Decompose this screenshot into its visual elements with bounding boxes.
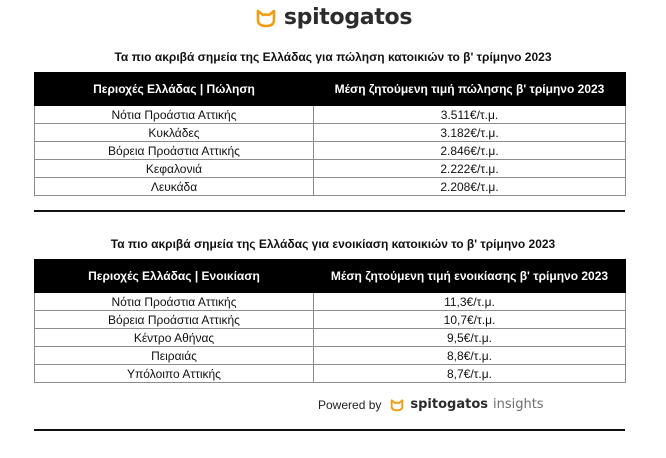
divider [34, 210, 625, 212]
price-cell: 2.208€/τ.μ. [314, 178, 626, 196]
powered-by-label: Powered by [318, 397, 382, 412]
region-cell: Βόρεια Προάστια Αττικής [35, 142, 314, 160]
table-row [35, 160, 626, 178]
table-row [35, 293, 626, 311]
region-cell: Λευκάδα [35, 178, 314, 196]
sale-table-title: Τα πιο ακριβά σημεία της Ελλάδας για πώληση κατοικιών το β' τρίμηνο 2023 [114, 50, 552, 64]
cat-icon [254, 8, 278, 28]
sale-table [34, 72, 626, 196]
price-cell: 10,7€/τ.μ. [314, 311, 626, 329]
logo-text: spitogatos [283, 5, 413, 30]
table-row [35, 124, 626, 142]
region-cell: Κεφαλονιά [35, 160, 314, 178]
divider [34, 429, 625, 431]
rent-table-title: Τα πιο ακριβά σημεία της Ελλάδας για ενοικίαση κατοικιών το β' τρίμηνο 2023 [110, 237, 556, 251]
table-row [35, 365, 626, 383]
region-cell: Κέντρο Αθήνας [35, 329, 314, 347]
price-cell: 8,7€/τ.μ. [314, 365, 626, 383]
column-header: Περιοχές Ελλάδας | Ενοικίαση [35, 260, 314, 293]
table-row [35, 329, 626, 347]
price-cell: 11,3€/τ.μ. [314, 293, 626, 311]
rent-table [34, 259, 626, 383]
cat-icon [389, 398, 405, 412]
region-cell: Πειραιάς [35, 347, 314, 365]
table-row [35, 178, 626, 196]
rent-table-header [35, 260, 626, 293]
price-cell: 2.846€/τ.μ. [314, 142, 626, 160]
column-header: Μέση ζητούμενη τιμή πώλησης β' τρίμηνο 2023 [314, 73, 626, 106]
price-cell: 9,5€/τ.μ. [314, 329, 626, 347]
brand-name: spitogatos [410, 397, 488, 412]
region-cell: Νότια Προάστια Αττικής [35, 293, 314, 311]
region-cell: Κυκλάδες [35, 124, 314, 142]
brand-logo [0, 5, 666, 30]
price-cell: 8,8€/τ.μ. [314, 347, 626, 365]
price-cell: 3.511€/τ.μ. [314, 106, 626, 124]
table-row [35, 142, 626, 160]
table-row [35, 106, 626, 124]
region-cell: Υπόλοιπο Αττικής [35, 365, 314, 383]
sale-table-header [35, 73, 626, 106]
table-row [35, 347, 626, 365]
column-header: Μέση ζητούμενη τιμή ενοικίασης β' τρίμηνο 2023 [314, 260, 626, 293]
region-cell: Νότια Προάστια Αττικής [35, 106, 314, 124]
column-header: Περιοχές Ελλάδας | Πώληση [35, 73, 314, 106]
powered-by [318, 397, 544, 412]
region-cell: Βόρεια Προάστια Αττικής [35, 311, 314, 329]
table-row [35, 311, 626, 329]
price-cell: 2.222€/τ.μ. [314, 160, 626, 178]
brand-suffix: insights [492, 397, 544, 412]
price-cell: 3.182€/τ.μ. [314, 124, 626, 142]
